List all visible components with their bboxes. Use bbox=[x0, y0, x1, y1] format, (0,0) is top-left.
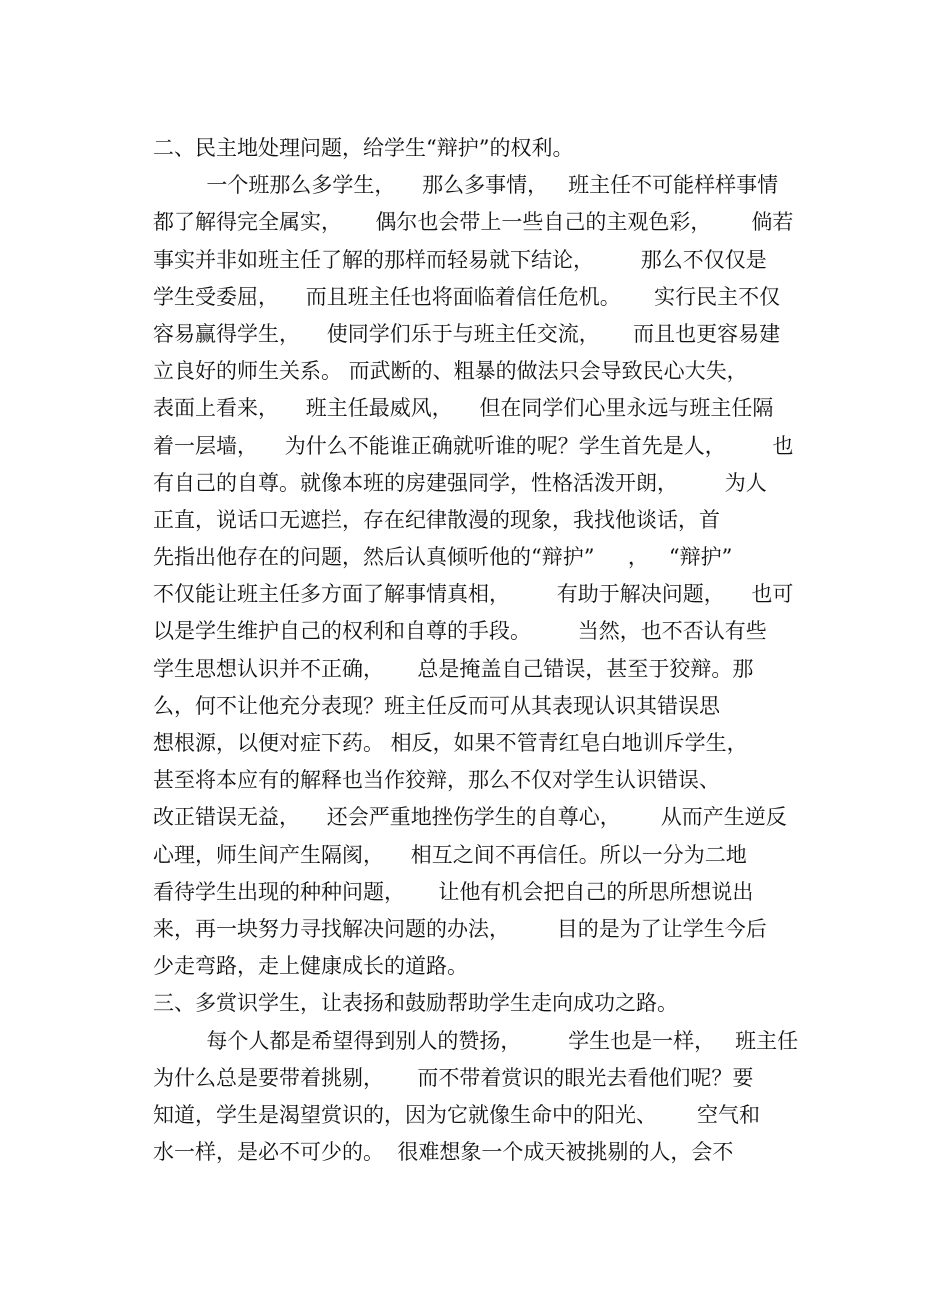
text-line: 以是学生维护自己的权利和自尊的手段。 当然，也不否认有些 bbox=[153, 619, 767, 644]
text-line: 么，何不让他充分表现？班主任反而可从其表现认识其错误思 bbox=[153, 693, 720, 718]
text-line: 每个人都是希望得到别人的赞扬， 学生也是一样， 班主任 bbox=[153, 1028, 799, 1053]
text-line: 学生受委屈， 而且班主任也将面临着信任危机。 实行民主不仅 bbox=[153, 284, 781, 309]
text-line: 心理，师生间产生隔阂， 相互之间不再信任。所以一分为二地 bbox=[153, 842, 747, 867]
text-line: 事实并非如班主任了解的那样而轻易就下结论， 那么不仅仅是 bbox=[153, 247, 767, 272]
text-line: 表面上看来， 班主任最威风， 但在同学们心里永远与班主任隔 bbox=[153, 396, 774, 421]
text-line: 一个班那么多学生， 那么多事情， 班主任不可能样样事情 bbox=[153, 173, 779, 198]
text-line: 容易赢得学生， 使同学们乐于与班主任交流， 而且也更容易建 bbox=[153, 321, 781, 346]
text-line: 正直，说话口无遮拦，存在纪律散漫的现象，我找他谈话，首 bbox=[153, 507, 720, 532]
text-line: 甚至将本应有的解释也当作狡辩，那么不仅对学生认识错误、 bbox=[153, 768, 720, 793]
text-line: 为什么总是要带着挑剔， 而不带着赏识的眼光去看他们呢？要 bbox=[153, 1065, 754, 1090]
text-line: 先指出他存在的问题，然后认真倾听他的“辩护” ， “辩护” bbox=[153, 545, 733, 570]
text-line: 着一层墙， 为什么不能谁正确就听谁的呢？学生首先是人， 也 bbox=[153, 433, 794, 458]
text-line: 改正错误无益， 还会严重地挫伤学生的自尊心， 从而产生逆反 bbox=[153, 805, 787, 830]
text-line: 学生思想认识并不正确， 总是掩盖自己错误，甚至于狡辩。那 bbox=[153, 656, 754, 681]
text-line: 来，再一块努力寻找解决问题的办法， 目的是为了让学生今后 bbox=[153, 916, 767, 941]
text-line: 知道，学生是渴望赏识的，因为它就像生命中的阳光、 空气和 bbox=[153, 1102, 761, 1127]
text-line: 有自己的自尊。就像本班的房建强同学，性格活泼开朗， 为人 bbox=[153, 470, 767, 495]
section-heading-3: 三、多赏识学生，让表扬和鼓励帮助学生走向成功之路。 bbox=[153, 991, 678, 1016]
section-heading-2: 二、民主地处理问题，给学生“辩护”的权利。 bbox=[153, 136, 574, 160]
text-line: 想根源，以便对症下药。 相反，如果不管青红皂白地训斥学生， bbox=[153, 731, 748, 755]
text-line: 不仅能让班主任多方面了解事情真相， 有助于解决问题， 也可 bbox=[153, 582, 794, 607]
document-body bbox=[153, 130, 803, 1171]
text-line: 立良好的师生关系。 而武断的、粗暴的做法只会导致民心大失， bbox=[153, 359, 748, 384]
text-line: 都了解得完全属实， 偶尔也会带上一些自己的主观色彩， 倘若 bbox=[153, 210, 794, 235]
text-line: 少走弯路，走上健康成长的道路。 bbox=[153, 954, 468, 979]
text-line: 水一样，是必不可少的。 很难想象一个成天被挑剔的人，会不 bbox=[153, 1140, 734, 1165]
text-line: 看待学生出现的种种问题， 让他有机会把自己的所思所想说出 bbox=[153, 879, 754, 904]
